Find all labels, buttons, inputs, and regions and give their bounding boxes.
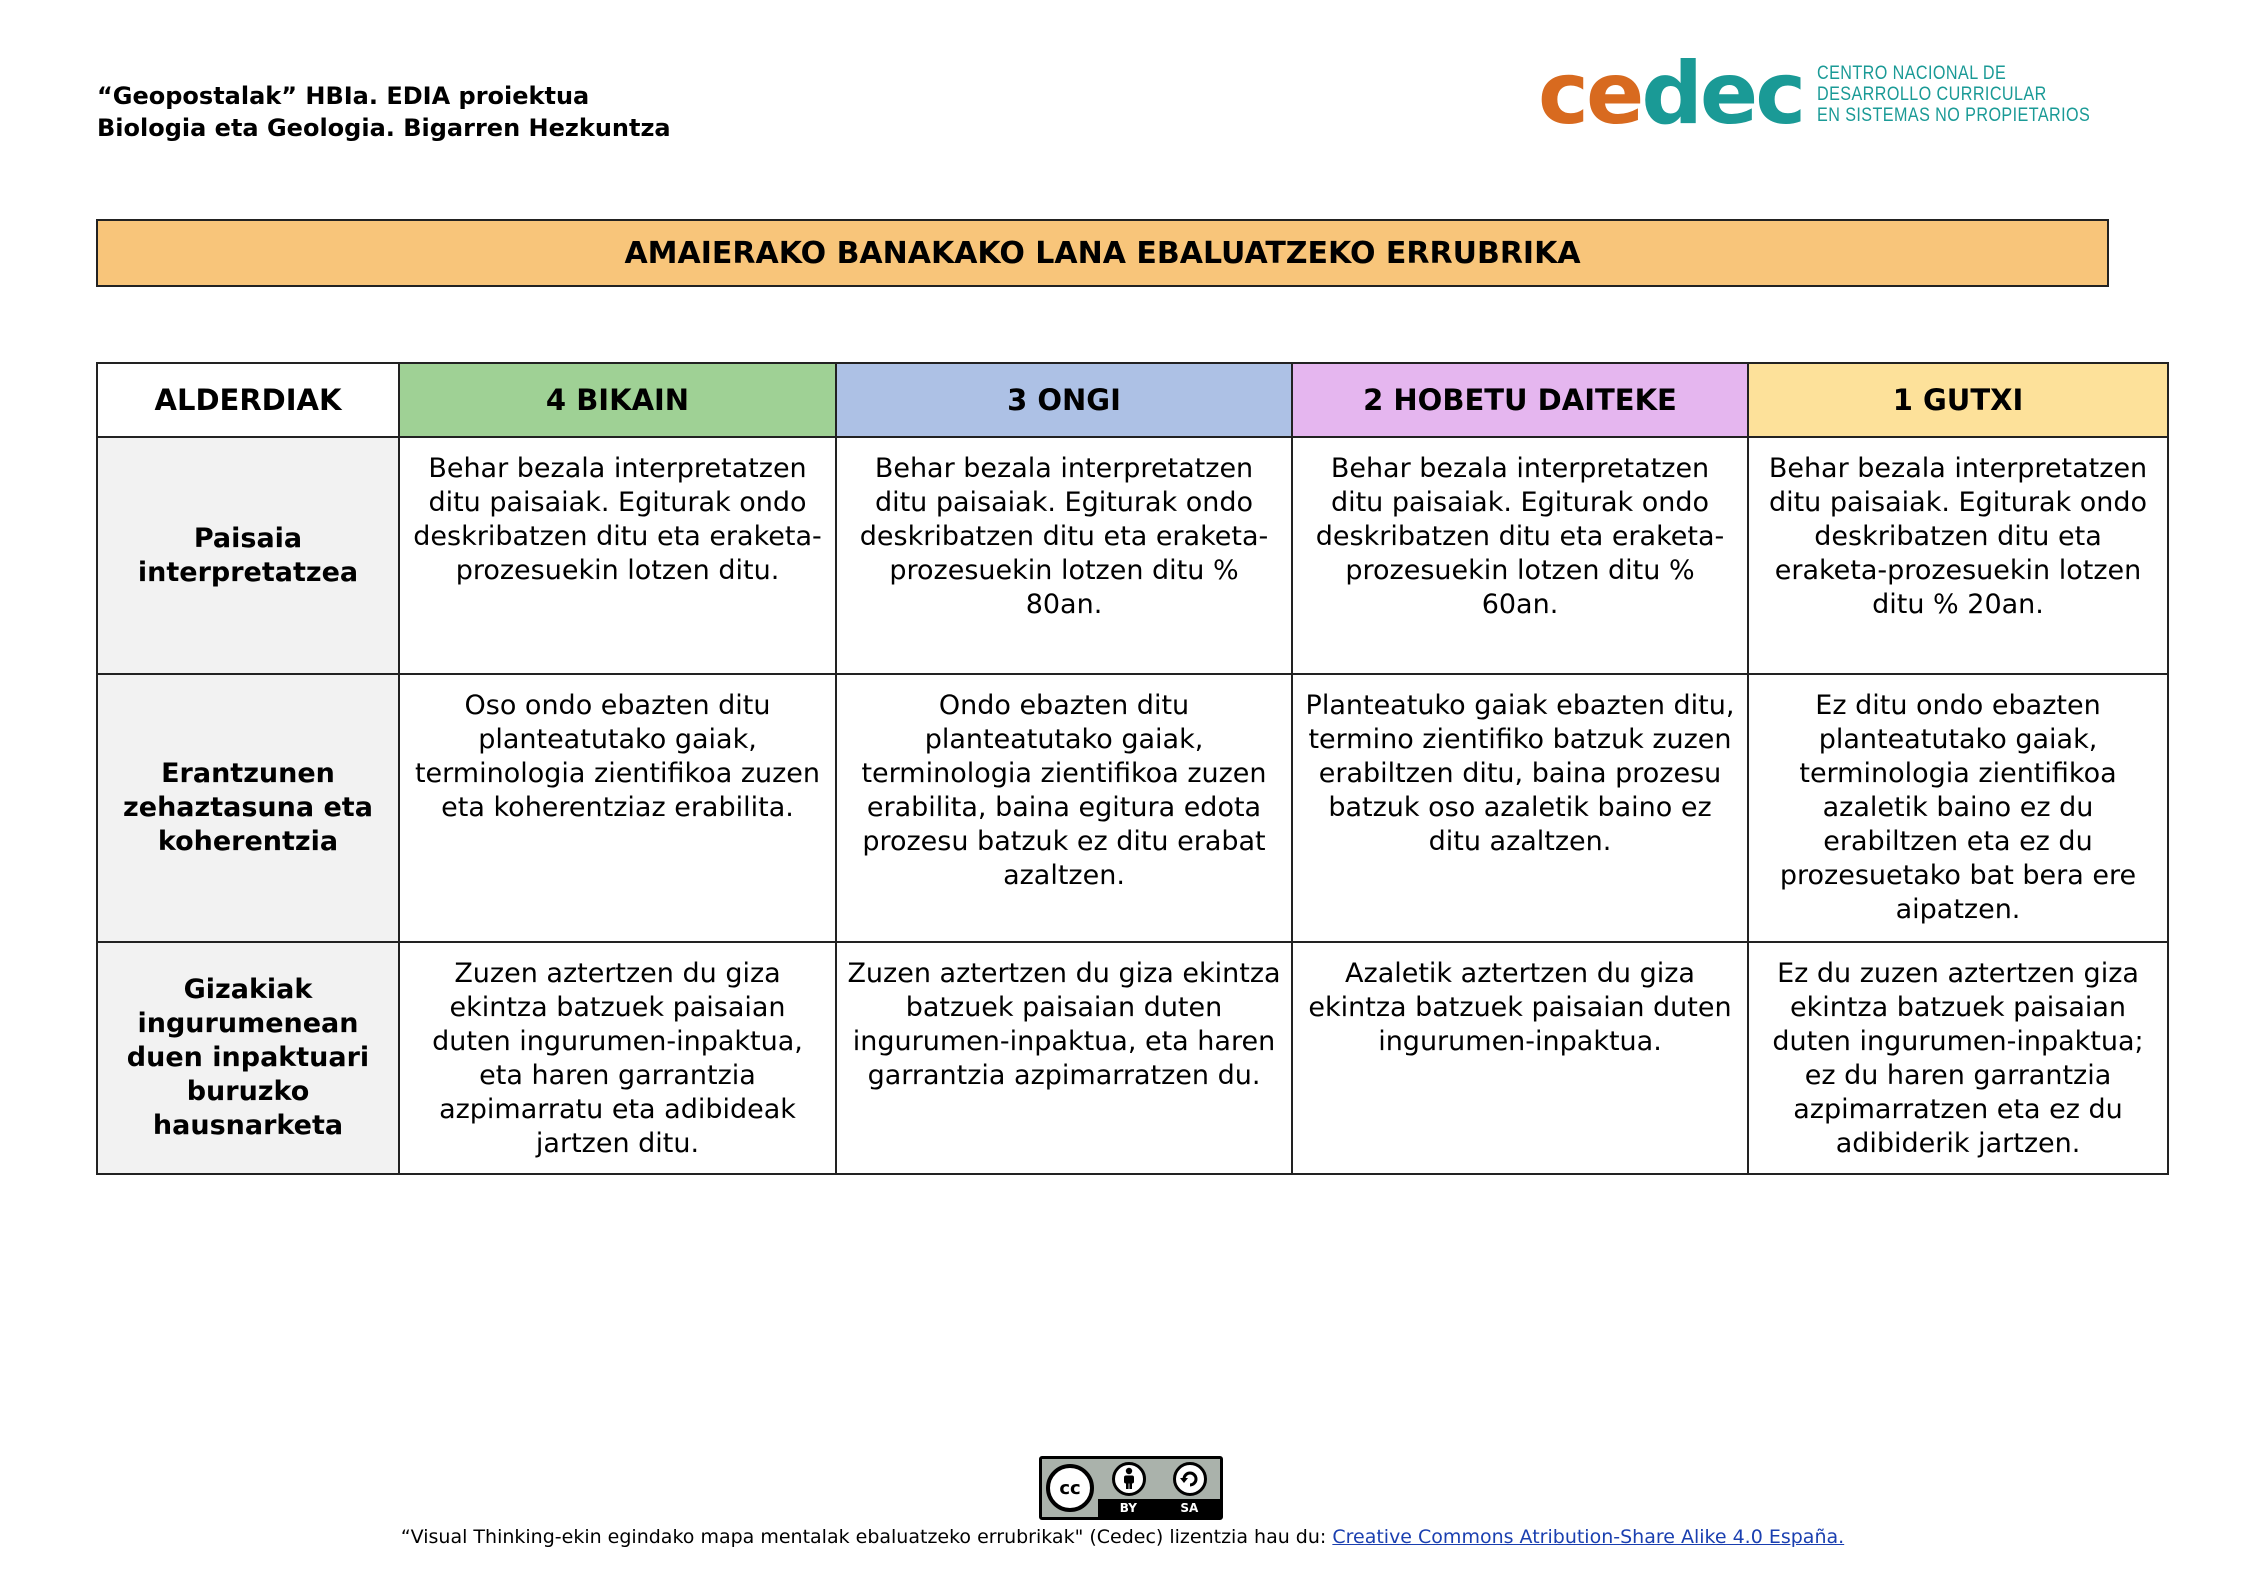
header-subject-line: Biologia eta Geologia. Bigarren Hezkuntza [97,114,671,142]
table-header-row [97,363,2168,437]
cedec-logo [1538,44,2139,144]
criterion-cell: Ez ditu ondo ebazten planteatutako gaiak, terminologia zientifikoa azaletik baino ez du erabiltzen eta ez du prozesuetako bat bera ere aipatzen. [1748,674,2168,942]
header-project-line: “Geopostalak” HBIa. EDIA proiektua [97,82,590,110]
cc-license-badge[interactable] [1039,1456,1223,1520]
criterion-cell: Planteatuko gaiak ebazten ditu, termino zientifiko batzuk zuzen erabiltzen ditu, baina prozesu batzuk oso azaletik baino ez ditu azaltzen. [1292,674,1748,942]
rubric-title-banner [96,219,2109,287]
table-row [97,437,2168,674]
attribution-icon [1112,1462,1146,1496]
share-alike-icon [1173,1462,1207,1496]
cc-icon: cc [1046,1464,1094,1512]
by-label: BY [1119,1501,1137,1515]
document-header [97,80,671,144]
cedec-logo-caption: CENTRO NACIONAL DE DESARROLLO CURRICULAR EN SISTEMAS NO PROPIETARIOS [1817,63,2091,126]
rubric-title: AMAIERAKO BANAKAKO LANA EBALUATZEKO ERRUBRIKA [624,235,1581,271]
criterion-cell: Zuzen aztertzen du giza ekintza batzuek paisaian duten ingurumen-inpaktua, eta haren garrantzia azpimarratzen du. [836,942,1292,1174]
header-level-2: 2 HOBETU DAITEKE [1292,363,1748,437]
criterion-cell: Behar bezala interpretatzen ditu paisaiak. Egiturak ondo deskribatzen ditu eta eraketa-prozesuekin lotzen ditu % 60an. [1292,437,1748,674]
criterion-cell: Behar bezala interpretatzen ditu paisaiak. Egiturak ondo deskribatzen ditu eta eraketa-prozesuekin lotzen ditu % 80an. [836,437,1292,674]
header-aspects: ALDERDIAK [97,363,399,437]
criterion-cell: Behar bezala interpretatzen ditu paisaiak. Egiturak ondo deskribatzen ditu eta eraketa-prozesuekin lotzen ditu % 20an. [1748,437,2168,674]
header-level-4: 4 BIKAIN [399,363,836,437]
header-level-1: 1 GUTXI [1748,363,2168,437]
sa-label: SA [1180,1501,1199,1515]
license-link[interactable]: Creative Commons Atribution-Share Alike 4.0 España. [1332,1526,1845,1548]
criterion-cell: Ez du zuzen aztertzen giza ekintza batzuek paisaian duten ingurumen-inpaktua; ez du haren garrantzia azpimarratzen eta ez du adibiderik jartzen. [1748,942,2168,1174]
license-footer [0,1526,2245,1548]
aspect-cell: Erantzunen zehaztasuna eta koherentzia [97,674,399,942]
license-text: “Visual Thinking-ekin egindako mapa mentalak ebaluatzeko errubrikak" (Cedec) lizentzia hau du: [400,1526,1333,1548]
criterion-cell: Behar bezala interpretatzen ditu paisaiak. Egiturak ondo deskribatzen ditu eta eraketa-prozesuekin lotzen ditu. [399,437,836,674]
table-row [97,674,2168,942]
table-row [97,942,2168,1174]
aspect-cell: Paisaia interpretatzea [97,437,399,674]
criterion-cell: Azaletik aztertzen du giza ekintza batzuek paisaian duten ingurumen-inpaktua. [1292,942,1748,1174]
cedec-logo-word: cedec [1538,44,1804,144]
criterion-cell: Oso ondo ebazten ditu planteatutako gaiak, terminologia zientifikoa zuzen eta koherentziaz erabilita. [399,674,836,942]
aspect-cell: Gizakiak ingurumenean duen inpaktuari buruzko hausnarketa [97,942,399,1174]
criterion-cell: Ondo ebazten ditu planteatutako gaiak, terminologia zientifikoa zuzen erabilita, baina egitura edota prozesu batzuk ez ditu erabat azaltzen. [836,674,1292,942]
criterion-cell: Zuzen aztertzen du giza ekintza batzuek paisaian duten ingurumen-inpaktua, eta haren garrantzia azpimarratu eta adibideak jartzen ditu. [399,942,836,1174]
rubric-table [96,362,2169,1175]
header-level-3: 3 ONGI [836,363,1292,437]
